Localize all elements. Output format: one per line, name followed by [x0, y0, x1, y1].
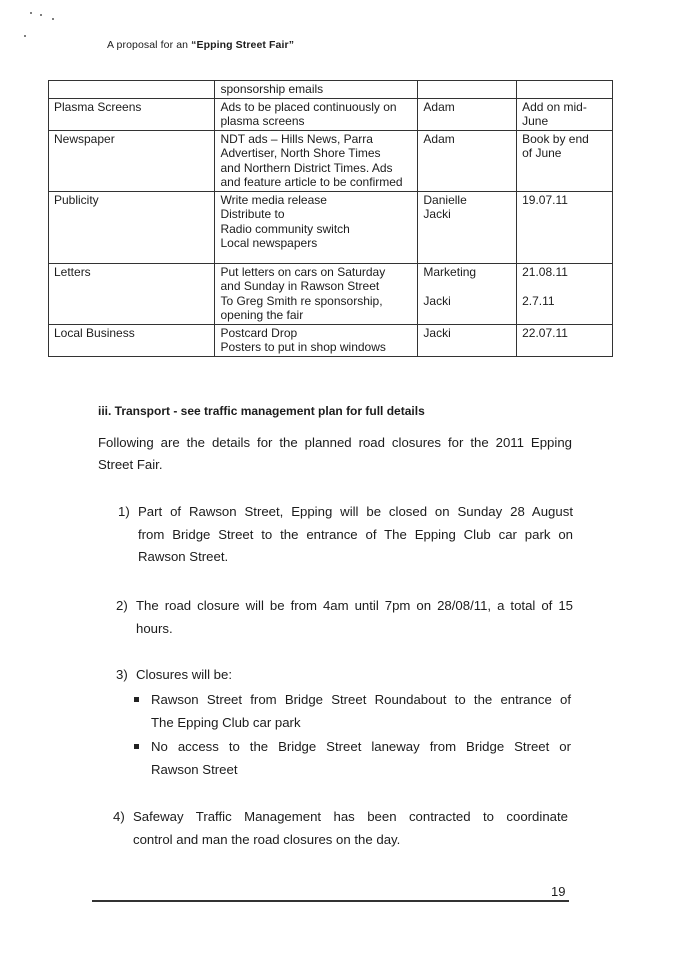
item-cell: [49, 191, 215, 263]
table-row: [49, 191, 613, 263]
details-cell: [215, 324, 418, 356]
cell-line: Adam: [423, 131, 455, 146]
item-line: Safeway Traffic Management has been contracted to coordinate: [133, 809, 568, 824]
cell-line: Put letters on cars on Saturday: [220, 264, 386, 279]
person-cell: [418, 191, 517, 263]
item-number: 4): [113, 809, 125, 824]
cell-line: June: [522, 114, 549, 128]
bullet-square-icon: [134, 744, 139, 749]
item-line: Rawson Street.: [138, 549, 229, 564]
date-cell: [517, 191, 613, 263]
cell-line: Plasma Screens: [54, 99, 142, 114]
header-title: “Epping Street Fair”: [191, 39, 295, 51]
cell-line: and feature article to be confirmed: [220, 175, 403, 189]
item-number: 2): [116, 598, 128, 613]
scan-speck: [52, 18, 54, 20]
bullet-square-icon: [134, 697, 139, 702]
cell-line: Write media release: [220, 192, 327, 207]
table-row: [49, 263, 613, 324]
item-cell: [49, 81, 215, 99]
cell-line: [423, 279, 511, 294]
cell-line: opening the fair: [220, 308, 304, 322]
cell-line: Postcard Drop: [220, 325, 298, 340]
intro-line: Street Fair.: [98, 456, 163, 472]
cell-line: 19.07.11: [522, 192, 568, 207]
cell-line: 21.08.11: [522, 264, 568, 279]
cell-line: and Northern District Times. Ads: [220, 160, 393, 175]
item-cell: [49, 263, 215, 324]
transport-intro: [98, 432, 572, 475]
item-line: Closures will be:: [136, 667, 233, 682]
date-cell: [517, 324, 613, 356]
bullet-line: Rawson Street from Bridge Street Roundabout to the entrance of: [151, 692, 571, 707]
cell-line: sponsorship emails: [220, 82, 324, 96]
cell-line: NDT ads – Hills News, Parra: [220, 131, 373, 146]
person-cell: [418, 263, 517, 324]
item-line: control and man the road closures on the day.: [133, 831, 401, 847]
bullet-line: The Epping Club car park: [151, 714, 301, 730]
cell-line: To Greg Smith re sponsorship,: [220, 293, 383, 308]
bullet-line: No access to the Bridge Street laneway from Bridge Street or: [151, 739, 571, 754]
intro-line: Following are the details for the planned road closures for the 2011 Epping: [98, 435, 572, 450]
cell-line: of June: [522, 146, 562, 160]
page-number: 19: [551, 884, 566, 899]
scan-speck: [40, 14, 42, 16]
date-cell: [517, 263, 613, 324]
cell-line: Newspaper: [54, 131, 115, 146]
cell-line: Danielle: [423, 192, 467, 207]
cell-line: and Sunday in Rawson Street: [220, 279, 380, 293]
person-cell: [418, 324, 517, 356]
cell-line: Add on mid-: [522, 99, 587, 114]
table-row: [49, 81, 613, 99]
person-cell: [418, 98, 517, 130]
cell-line: Local newspapers: [220, 236, 318, 250]
cell-line: Radio community switch: [220, 221, 350, 236]
cell-line: Jacki: [423, 293, 451, 308]
cell-line: Posters to put in shop windows: [220, 340, 386, 354]
item-number: 1): [118, 504, 130, 519]
cell-line: Book by end: [522, 131, 589, 146]
cell-line: Jacki: [423, 207, 451, 221]
scan-speck: [30, 12, 32, 14]
date-cell: [517, 98, 613, 130]
marketing-table: [48, 80, 613, 357]
table-row: [49, 324, 613, 356]
transport-heading: iii. Transport - see traffic management plan for full details: [98, 404, 425, 418]
date-cell: [517, 81, 613, 99]
item-line: The road closure will be from 4am until 7pm on 28/08/11, a total of 15: [136, 598, 573, 613]
cell-line: Advertiser, North Shore Times: [220, 146, 381, 160]
person-cell: [418, 81, 517, 99]
cell-line: 2.7.11: [522, 293, 555, 308]
page-header: [107, 39, 294, 51]
cell-line: Jacki: [423, 325, 451, 340]
item-cell: [49, 130, 215, 191]
item-cell: [49, 324, 215, 356]
item-number: 3): [116, 667, 128, 682]
table-row: [49, 130, 613, 191]
details-cell: [215, 191, 418, 263]
details-cell: [215, 81, 418, 99]
details-cell: [215, 130, 418, 191]
scan-speck: [24, 35, 26, 37]
item-line: Part of Rawson Street, Epping will be closed on Sunday 28 August: [138, 504, 573, 519]
cell-line: [522, 279, 607, 294]
cell-line: Letters: [54, 264, 91, 279]
footer-rule: [92, 900, 569, 902]
cell-line: 22.07.11: [522, 325, 568, 340]
cell-line: Distribute to: [220, 207, 285, 221]
item-cell: [49, 98, 215, 130]
item-line: from Bridge Street to the entrance of The Epping Club car park on: [138, 526, 573, 542]
cell-line: Local Business: [54, 325, 135, 340]
cell-line: Marketing: [423, 264, 477, 279]
date-cell: [517, 130, 613, 191]
cell-line: plasma screens: [220, 114, 305, 128]
header-prefix: A proposal for an: [107, 39, 192, 51]
cell-line: Publicity: [54, 192, 99, 207]
details-cell: [215, 98, 418, 130]
table-row: [49, 98, 613, 130]
bullet-line: Rawson Street: [151, 761, 238, 777]
item-line: hours.: [136, 620, 173, 636]
cell-line: Ads to be placed continuously on: [220, 99, 397, 114]
cell-line: Adam: [423, 99, 455, 114]
person-cell: [418, 130, 517, 191]
details-cell: [215, 263, 418, 324]
